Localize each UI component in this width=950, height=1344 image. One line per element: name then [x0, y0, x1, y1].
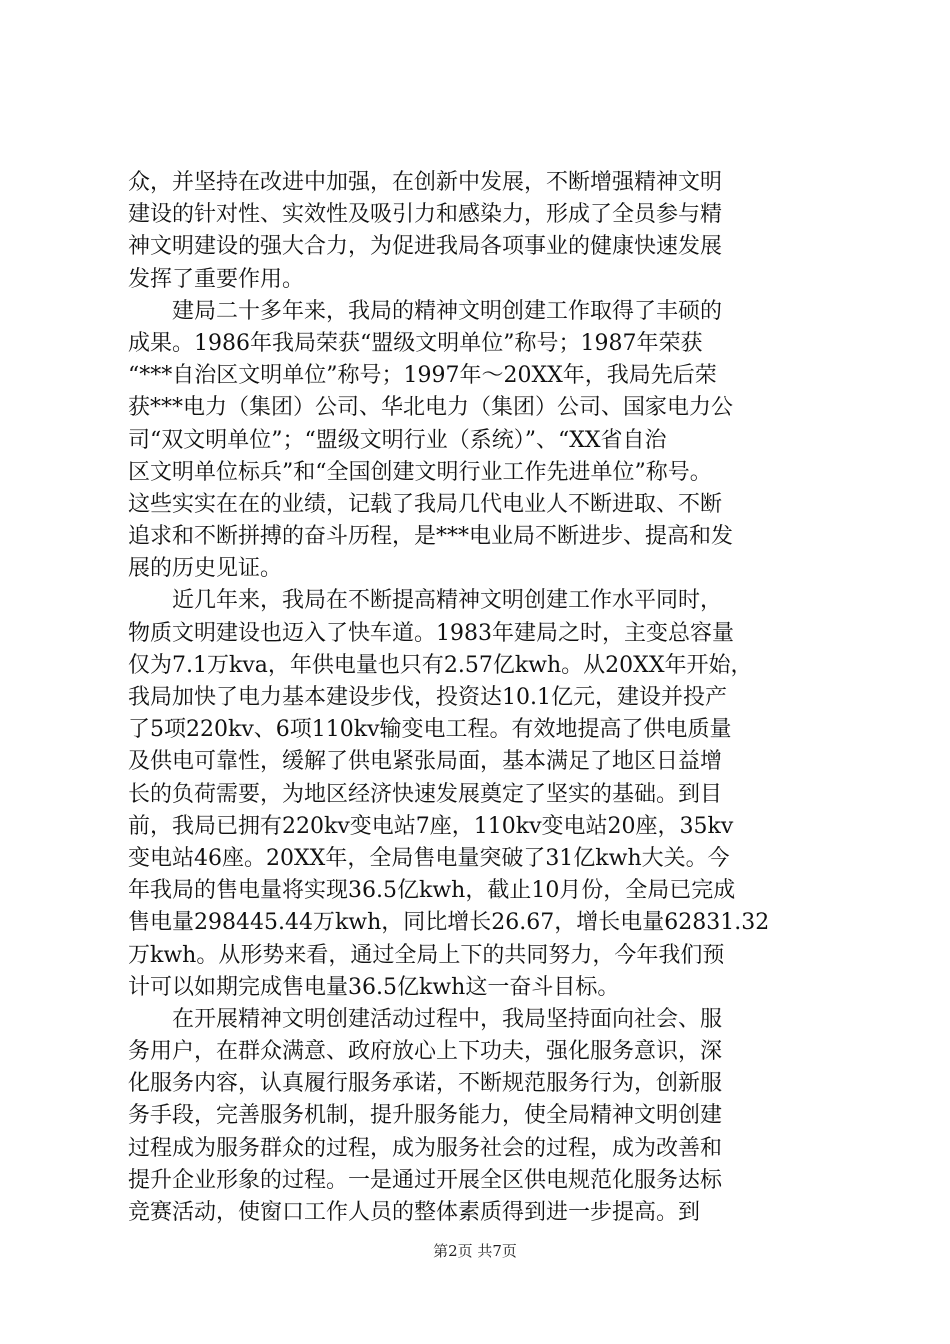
text-line: 化服务内容，认真履行服务承诺，不断规范服务行为，创新服: [128, 1071, 723, 1097]
text-line: 及供电可靠性，缓解了供电紧张局面，基本满足了地区日益增: [128, 749, 723, 775]
text-line: 前，我局已拥有220kv变电站7座，110kv变电站20座，35kv: [128, 813, 734, 839]
text-line: 建设的针对性、实效性及吸引力和感染力，形成了全员参与精: [128, 202, 723, 228]
text-line: 售电量298445.44万kwh，同比增长26.67，增长电量62831.32: [128, 910, 770, 936]
text-line: 成果。1986年我局荣获“盟级文明单位”称号；1987年荣获: [128, 330, 703, 356]
text-line: 众，并坚持在改进中加强，在创新中发展，不断增强精神文明: [128, 170, 723, 195]
text-line: 仅为7.1万kva，年供电量也只有2.57亿kwh。从20XX年开始，: [128, 652, 753, 678]
text-line: 区文明单位标兵”和“全国创建文明行业工作先进单位”称号。: [128, 459, 712, 485]
text-line: 获***电力（集团）公司、华北电力（集团）公司、国家电力公: [128, 395, 734, 421]
text-line: 务手段，完善服务机制，提升服务能力，使全局精神文明创建: [128, 1103, 723, 1129]
text-line: 长的负荷需要，为地区经济快速发展奠定了坚实的基础。到目: [128, 781, 723, 807]
text-line: 这些实实在在的业绩，记载了我局几代电业人不断进取、不断: [128, 491, 723, 517]
text-line: 追求和不断拼搏的奋斗历程，是***电业局不断进步、提高和发: [128, 524, 734, 550]
text-line: 我局加快了电力基本建设步伐，投资达10.1亿元，建设并投产: [128, 685, 727, 710]
text-line: 司“双文明单位”；“盟级文明行业（系统）”、“XX省自治: [128, 427, 667, 453]
text-line: 过程成为服务群众的过程，成为服务社会的过程，成为改善和: [128, 1135, 723, 1161]
text-line: 年我局的售电量将实现36.5亿kwh，截止10月份，全局已完成: [128, 878, 736, 904]
text-line: “***自治区文明单位”称号；1997年～20XX年，我局先后荣: [128, 363, 717, 389]
text-line: 建局二十多年来，我局的精神文明创建工作取得了丰硕的: [128, 298, 723, 324]
text-line: 提升企业形象的过程。一是通过开展全区供电规范化服务达标: [128, 1167, 723, 1193]
text-line: 近几年来，我局在不断提高精神文明创建工作水平同时，: [128, 588, 723, 614]
text-line: 务用户，在群众满意、政府放心上下功夫，强化服务意识，深: [128, 1039, 723, 1065]
text-line: 变电站46座。20XX年，全局售电量突破了31亿kwh大关。今: [128, 845, 730, 871]
text-line: 神文明建设的强大合力，为促进我局各项事业的健康快速发展: [128, 234, 723, 260]
text-line: 物质文明建设也迈入了快车道。1983年建局之时，主变总容量: [128, 620, 734, 646]
body-text: [128, 167, 828, 1229]
text-line: 了5项220kv、6项110kv输变电工程。有效地提高了供电质量: [128, 717, 732, 743]
text-line: 发挥了重要作用。: [128, 266, 305, 292]
text-line: 竞赛活动，使窗口工作人员的整体素质得到进一步提高。到: [128, 1200, 701, 1225]
text-line: 展的历史见证。: [128, 556, 283, 582]
text-line: 在开展精神文明创建活动过程中，我局坚持面向社会、服: [128, 1006, 723, 1032]
page-number-footer: 第2页 共7页: [433, 1242, 517, 1260]
text-line: 万kwh。从形势来看，通过全局上下的共同努力，今年我们预: [128, 942, 725, 968]
text-line: 计可以如期完成售电量36.5亿kwh这一奋斗目标。: [128, 974, 620, 1000]
